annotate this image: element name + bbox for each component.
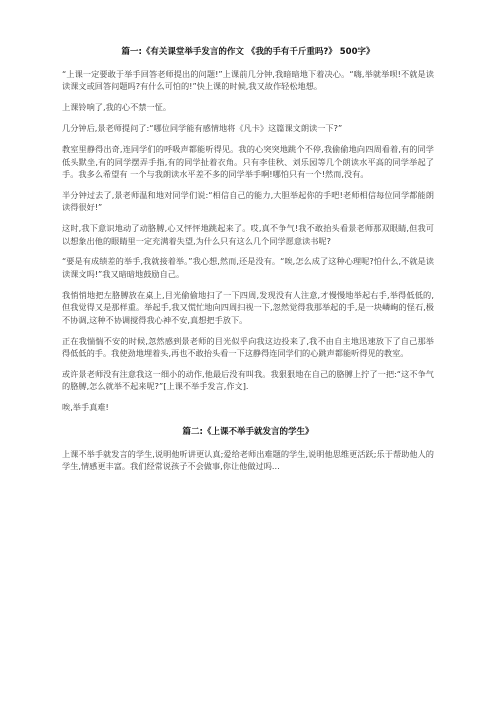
article-1-paragraph: 唉,举手真难! — [62, 402, 109, 413]
article-1-paragraph: 我悄悄地把左胳膊放在桌上,目光偷偷地扫了一下四周,发现没有人注意,才慢慢地举起右手,举得低低的,但我觉得又是那样重。举起手,我又慌忙地向四周扫视一下,忽然觉得我那举起的手,是一块嶙峋的怪石,极不协调,这种不协调搅得我心神不安,真想把手放下。 — [62, 289, 434, 325]
article-1-paragraph: 或许景老师没有注意我这一细小的动作,他最后没有叫我。我狠狠地在自己的胳膊上拧了一把:“这不争气的胳膊,怎么就举不起来呢?”[上课不举手发言,作文]. — [62, 368, 434, 392]
article-1-paragraph: “上课一定要敢于举手回答老师提出的问题!”上课前几分钟,我暗暗地下着决心。“嗨,举就举呗!不就是读读课文或回答问题吗?有什么可怕的!”快上课的时候,我又故作轻松地想。 — [62, 69, 434, 92]
article-1-title: 篇一:《有关课堂举手发言的作文 《我的手有千斤重吗?》 500字》 — [121, 47, 375, 57]
article-1-paragraph: 这时,我下意识地动了动胳膊,心又怦怦地跳起来了。哎,真不争气!我不敢抬头看景老师那双眼睛,但我可以想象出他的眼睛里一定充满着失望,为什么只有这么几个同学愿意读书呢? — [62, 223, 434, 246]
article-1-paragraph: 半分钟过去了,景老师温和地对同学们说:“相信自己的能力,大胆举起你的手吧!老师相信每位同学都能朗读得很好!” — [62, 189, 434, 213]
article-2-title: 篇二:《上课不举手就发言的学生》 — [182, 426, 314, 437]
article-1-paragraph: 正在我惴惴不安的时候,忽然感到景老师的目光似乎向我这边投来了,我不由自主地迅速放下了自己那举得低低的手。我使劲地埋着头,再也不敢抬头看一下这静得连同学们的心跳声都能听得见的教室。 — [62, 335, 434, 358]
article-1-paragraph: 几分钟后,景老师提问了:“哪位同学能有感情地将《凡卡》这篇课文朗读一下?” — [62, 123, 343, 134]
article-1-paragraph: “要是有成绩差的举手,我就接着举。”我心想,然而,还是没有。“唉,怎么成了这种心理呢?怕什么,不就是读读课文吗!”我又暗暗地鼓励自己。 — [62, 256, 434, 279]
article-2-paragraph: 上课不举手就发言的学生,说明他听讲更认真;爱给老师出难题的学生,说明他思维更活跃;乐于帮助他人的学生,情感更丰富。我们经常说孩子不会做事,你让他做过吗... — [62, 448, 434, 471]
article-1-paragraph: 上课铃响了,我的心不禁一怔。 — [62, 102, 172, 113]
article-1-paragraph: 教室里静得出奇,连同学们的呼吸声都能听得见。我的心突突地跳个不停,我偷偷地向四周看着,有的同学低头默坐,有的同学摆弄手指,有的同学扯着衣角。只有李佳秋、刘乐园等几个朗读水平高的同学举起了手。我多么希望有 一个与我朗读水平差不多的同学举手啊!哪怕只有一个!然而,没有。 — [62, 144, 434, 179]
